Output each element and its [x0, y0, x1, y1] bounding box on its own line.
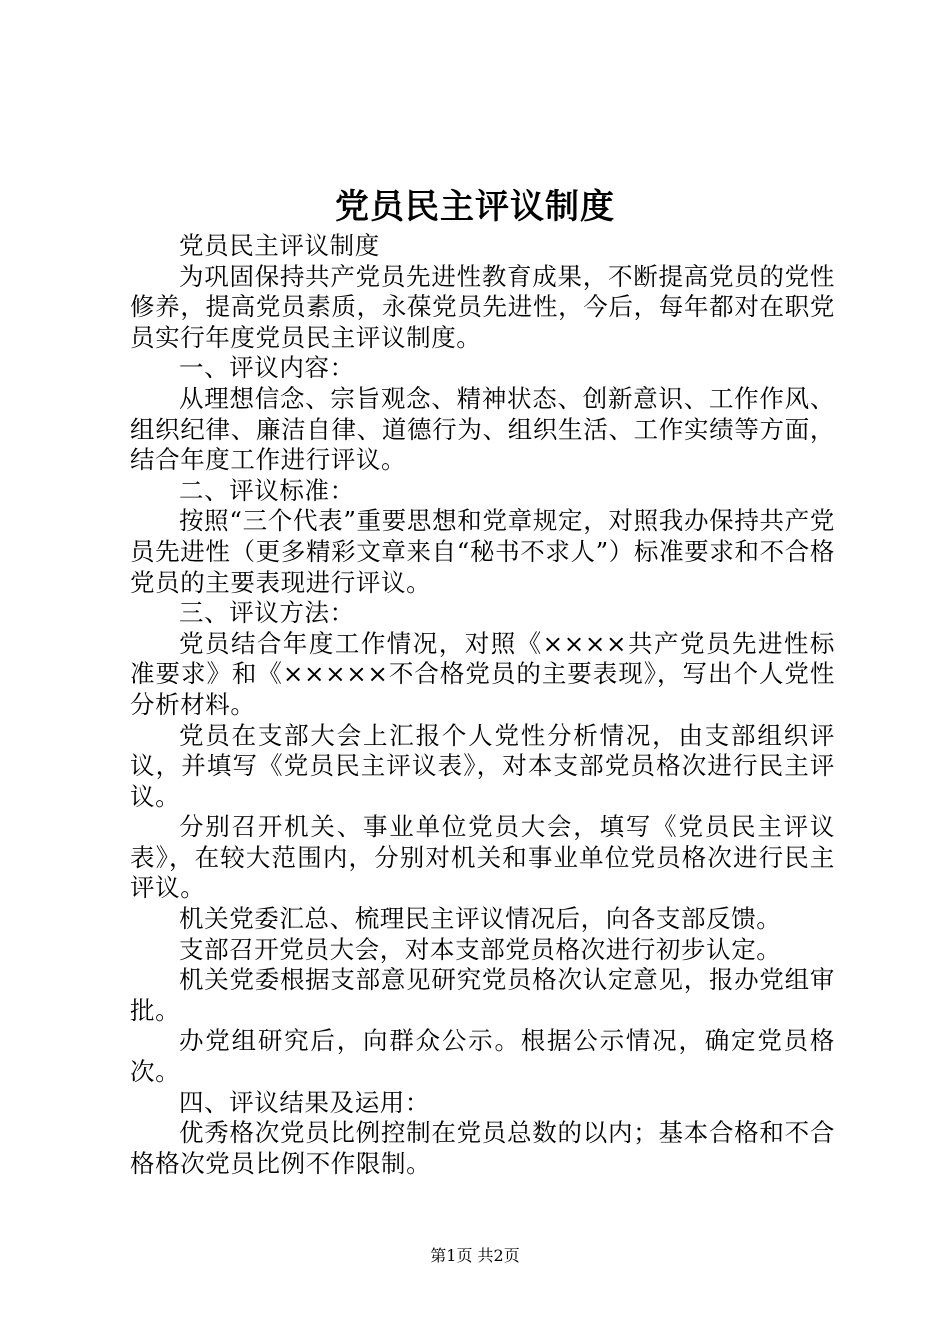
paragraph-heading-repeat: 党员民主评议制度	[179, 231, 380, 260]
paragraph-method-2: 党员在支部大会上汇报个人党性分析情况，由支部组织评议，并填写《党员民主评议表》，对本支部党员格次进行民主评议。	[130, 720, 835, 811]
document-title: 党员民主评议制度	[335, 187, 615, 227]
paragraph-method-1: 党员结合年度工作情况，对照《××××共产党员先进性标准要求》和《×××××不合格党员的主要表现》，写出个人党性分析材料。	[130, 628, 835, 719]
paragraph-content: 从理想信念、宗旨观念、精神状态、创新意识、工作作风、组织纪律、廉洁自律、道德行为、组织生活、工作实绩等方面，结合年度工作进行评议。	[130, 383, 835, 475]
document-body	[130, 231, 835, 1179]
paragraph-method-6: 机关党委根据支部意见研究党员格次认定意见，报办党组审批。	[130, 965, 835, 1025]
paragraph-method-3: 分别召开机关、事业单位党员大会，填写《党员民主评议表》，在较大范围内，分别对机关和事业单位党员格次进行民主评议。	[130, 812, 835, 903]
page-number-footer: 第1页 共2页	[430, 1246, 520, 1265]
section-heading-standard: 二、评议标准：	[179, 475, 355, 505]
paragraph-method-7: 办党组研究后，向群众公示。根据公示情况，确定党员格次。	[130, 1026, 835, 1087]
section-heading-content: 一、评议内容：	[179, 353, 355, 383]
paragraph-standard: 按照“三个代表”重要思想和党章规定，对照我办保持共产党员先进性（更多精彩文章来自“秘书不求人”）标准要求和不合格党员的主要表现进行评议。	[130, 506, 835, 597]
paragraph-method-4: 机关党委汇总、梳理民主评议情况后，向各支部反馈。	[179, 904, 782, 934]
paragraph-intro: 为巩固保持共产党员先进性教育成果，不断提高党员的党性修养，提高党员素质，永葆党员先进性，今后，每年都对在职党员实行年度党员民主评议制度。	[130, 261, 835, 352]
section-heading-result: 四、评议结果及运用：	[179, 1087, 430, 1117]
paragraph-method-5: 支部召开党员大会，对本支部党员格次进行初步认定。	[179, 934, 782, 964]
section-heading-method: 三、评议方法：	[179, 598, 355, 628]
paragraph-result: 优秀格次党员比例控制在党员总数的以内；基本合格和不合格格次党员比例不作限制。	[130, 1118, 835, 1178]
